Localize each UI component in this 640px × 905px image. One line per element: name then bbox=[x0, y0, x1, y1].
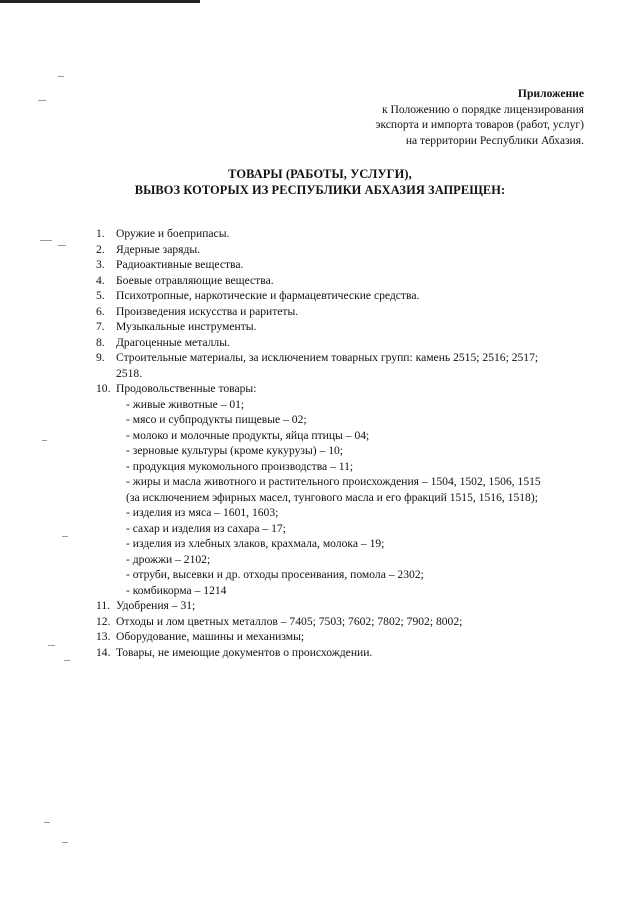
food-subitem: - дрожжи – 2102; bbox=[126, 552, 211, 566]
list-item bbox=[96, 629, 596, 645]
list-item bbox=[96, 257, 596, 273]
scan-speck bbox=[40, 240, 52, 241]
scan-speck bbox=[42, 440, 47, 441]
food-subitem: - жиры и масла животного и растительного происхождения – 1504, 1502, 1506, 1515 bbox=[126, 475, 541, 488]
item-text: Музыкальные инструменты. bbox=[116, 320, 257, 333]
item-text: Товары, не имеющие документов о происхождении. bbox=[116, 645, 373, 659]
title-line-2: ВЫВОЗ КОТОРЫХ ИЗ РЕСПУБЛИКИ АБХАЗИЯ ЗАПРЕЩЕН: bbox=[134, 183, 506, 197]
item-number: 4. bbox=[96, 273, 105, 287]
list-item bbox=[96, 242, 596, 258]
item-number: 8. bbox=[96, 335, 105, 349]
appendix-line: к Положению о порядке лицензирования bbox=[381, 102, 584, 116]
item-number: 2. bbox=[96, 242, 105, 256]
appendix-line: на территории Республики Абхазия. bbox=[405, 133, 584, 147]
appendix-title: Приложение bbox=[517, 87, 584, 100]
scan-speck bbox=[58, 245, 66, 246]
item-number: 11. bbox=[96, 599, 111, 612]
scan-speck bbox=[44, 822, 50, 823]
food-subitem: - мясо и субпродукты пищевые – 02; bbox=[126, 413, 307, 426]
item-number: 7. bbox=[96, 320, 105, 333]
food-subitem: - комбикорма – 1214 bbox=[126, 583, 227, 597]
scan-speck bbox=[62, 842, 68, 843]
item-number: 5. bbox=[96, 289, 105, 302]
food-subitem: - зерновые культуры (кроме кукурузы) – 10; bbox=[126, 444, 344, 457]
list-item bbox=[96, 226, 596, 242]
item-text: Удобрения – 31; bbox=[116, 599, 196, 612]
food-subitem: - сахар и изделия из сахара – 17; bbox=[126, 521, 286, 535]
item-number: 3. bbox=[96, 258, 105, 271]
food-subitem: - живые животные – 01; bbox=[126, 397, 245, 411]
list-item bbox=[96, 645, 596, 661]
list-item bbox=[96, 335, 596, 351]
prohibited-goods-list bbox=[96, 226, 596, 660]
item-text: Оборудование, машины и механизмы; bbox=[116, 630, 305, 643]
item-text: Отходы и лом цветных металлов – 7405; 7503; 7602; 7802; 7902; 8002; bbox=[116, 614, 463, 628]
item-number: 6. bbox=[96, 304, 105, 318]
appendix-header bbox=[375, 86, 584, 148]
item-text: Ядерные заряды. bbox=[116, 242, 201, 256]
list-item bbox=[96, 319, 596, 335]
food-subitem: - изделия из хлебных злаков, крахмала, молока – 19; bbox=[126, 537, 385, 550]
food-subitem: - продукция мукомольного производства – 11; bbox=[126, 459, 354, 473]
food-subitem-continuation: (за исключением эфирных масел, тунгового масла и его фракций 1515, 1516, 1518); bbox=[126, 490, 538, 504]
item-number: 1. bbox=[96, 227, 105, 240]
title-line-1: ТОВАРЫ (РАБОТЫ, УСЛУГИ), bbox=[228, 167, 412, 181]
list-item bbox=[96, 304, 596, 320]
document-title bbox=[0, 166, 640, 198]
list-item bbox=[96, 614, 596, 630]
scan-speck bbox=[64, 660, 70, 661]
item-text: Боевые отравляющие вещества. bbox=[116, 273, 274, 287]
scan-speck bbox=[48, 645, 55, 646]
food-subitem: - молоко и молочные продукты, яйца птицы – 04; bbox=[126, 428, 370, 442]
item-text: Произведения искусства и раритеты. bbox=[116, 304, 299, 318]
item-number: 14. bbox=[96, 645, 111, 659]
item-number: 9. bbox=[96, 351, 105, 364]
scan-speck bbox=[62, 536, 68, 537]
item-text: Оружие и боеприпасы. bbox=[116, 227, 230, 240]
list-item bbox=[96, 598, 596, 614]
list-item bbox=[96, 288, 596, 304]
scan-edge-mark bbox=[0, 0, 200, 3]
food-subitem: - изделия из мяса – 1601, 1603; bbox=[126, 506, 279, 519]
item-text: Драгоценные металлы. bbox=[116, 335, 230, 349]
item-number: 12. bbox=[96, 614, 111, 628]
item-text: Строительные материалы, за исключением товарных групп: камень 2515; 2516; 2517; bbox=[116, 351, 539, 364]
list-item-continuation: 2518. bbox=[116, 366, 143, 380]
scan-speck bbox=[38, 100, 46, 101]
food-subitem: - отруби, высевки и др. отходы просеивания, помола – 2302; bbox=[126, 568, 424, 581]
item-text: Психотропные, наркотические и фармацевтические средства. bbox=[116, 289, 420, 302]
item-number: 10. bbox=[96, 382, 111, 395]
item-text: Продовольственные товары: bbox=[116, 382, 257, 395]
appendix-line: экспорта и импорта товаров (работ, услуг) bbox=[375, 118, 584, 131]
list-item bbox=[96, 350, 596, 366]
item-text: Радиоактивные вещества. bbox=[116, 258, 244, 271]
item-number: 13. bbox=[96, 630, 111, 643]
scan-speck bbox=[58, 76, 64, 77]
list-item bbox=[96, 381, 596, 397]
list-item bbox=[96, 273, 596, 289]
